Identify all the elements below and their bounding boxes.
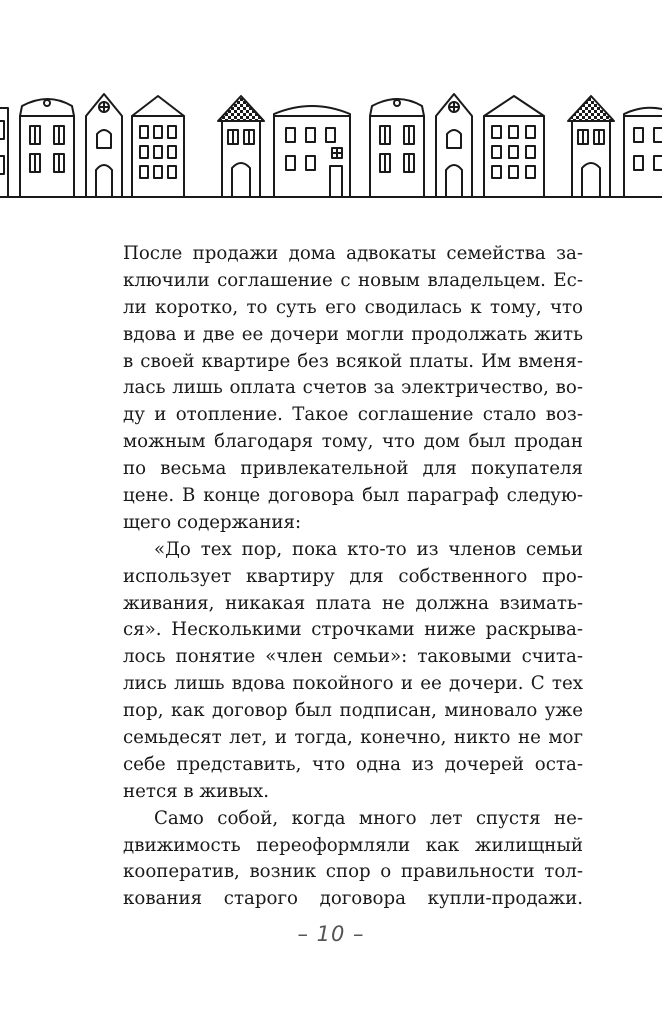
body-text [123, 241, 583, 913]
text-line: движимость переоформляли как жилищный [123, 834, 583, 856]
page-number: – 10 – [297, 922, 365, 946]
paragraph [123, 537, 583, 806]
text-line: вдова и две ее дочери могли продолжать жить [123, 323, 583, 345]
text-line: Само собой, когда много лет спустя не- [154, 807, 583, 829]
house-illustration [370, 99, 424, 197]
house-illustration [436, 94, 472, 197]
text-line: цене. В конце договора был параграф следую- [123, 485, 583, 507]
text-line: можным благодаря тому, что дом был продан [123, 431, 583, 453]
text-line: ключили соглашение с новым владельцем. Ес- [123, 269, 583, 291]
house-illustration [274, 106, 350, 197]
house-illustration [86, 94, 122, 197]
text-line: лись лишь вдова покойного и ее дочери. С тех [123, 673, 583, 695]
house-illustration [132, 96, 184, 197]
header-houses-illustration [0, 86, 662, 201]
text-line: лась лишь оплата счетов за электричество, во- [123, 377, 583, 399]
text-line: использует квартиру для собственного про- [123, 565, 583, 587]
text-line: нется в живых. [123, 780, 270, 802]
text-line: себе представить, что одна из дочерей оста- [123, 753, 583, 775]
house-illustration [568, 96, 614, 197]
house-illustration [624, 108, 662, 197]
text-line: щего содержания: [123, 511, 302, 533]
text-line: После продажи дома адвокаты семейства за- [123, 243, 583, 264]
paragraph [123, 241, 583, 537]
text-line: кооператив, возник спор о правильности тол- [123, 861, 583, 883]
text-line: кования старого договора купли-продажи. [123, 888, 583, 910]
text-line: лось понятие «член семьи»: таковыми счита- [123, 646, 583, 668]
text-line: живания, никакая плата не должна взимать- [123, 592, 583, 614]
house-illustration [218, 96, 264, 197]
text-line: ду и отопление. Такое соглашение стало воз- [123, 404, 583, 426]
text-line: пор, как договор был подписан, миновало уже [123, 700, 583, 722]
text-line: ся». Несколькими строчками ниже раскрыва- [123, 619, 583, 641]
house-illustration [0, 108, 8, 197]
text-line: в своей квартире без всякой платы. Им вменя- [123, 350, 583, 372]
house-illustration [20, 99, 74, 197]
text-line: по весьма привлекательной для покупателя [123, 458, 583, 480]
paragraph [123, 806, 583, 914]
text-line: «До тех пор, пока кто-то из членов семьи [154, 538, 583, 560]
text-line: ли коротко, то суть его сводилась к тому, что [123, 296, 583, 318]
text-line: семьдесят лет, и тогда, конечно, никто не мог [123, 727, 583, 749]
house-illustration [484, 96, 544, 197]
